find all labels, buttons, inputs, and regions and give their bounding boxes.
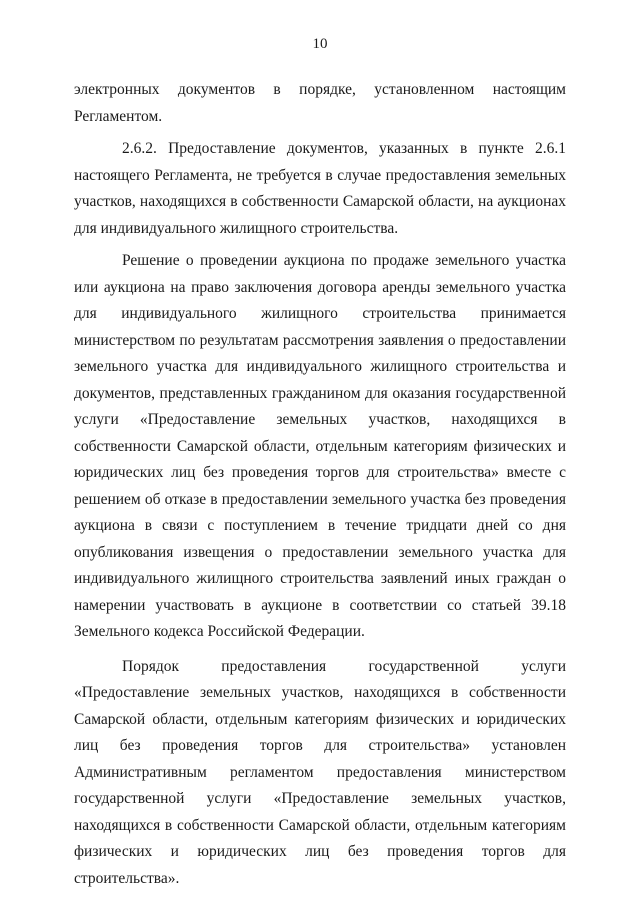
paragraph-service-procedure: Порядок предоставления государственной услуги «Предоставление земельных участков, находящихся в собственности Самарской области, отдельным категориям физических и юридических лиц без проведения торгов для строительства» установлен Административным регламентом предоставления министерством государственной услуги «Предоставление земельных участков, находящихся в собственности Самарской области, отдельным категориям физических и юридических лиц без проведения торгов для строительства». [74, 657, 566, 887]
paragraph-2-6-2: 2.6.2. Предоставление документов, указанных в пункте 2.6.1 настоящего Регламента, не требуется в случае предоставления земельных участков, находящихся в собственности Самарской области, на аукционах для индивидуального жилищного строительства. [74, 140, 566, 237]
document-body [74, 77, 566, 892]
paragraph-continuation: электронных документов в порядке, установленном настоящим Регламентом. [74, 81, 566, 125]
page-number: 10 [312, 36, 328, 52]
paragraph-auction-decision: Решение о проведении аукциона по продаже земельного участка или аукциона на право заключения договора аренды земельного участка для индивидуального жилищного строительства принимается министерством по результатам рассмотрения заявления о предоставлении земельного участка для индивидуального жилищного строительства и документов, представленных гражданином для оказания государственной услуги «Предоставление земельных участков, находящихся в собственности Самарской области, отдельным категориям физических и юридических лиц без проведения торгов для строительства» вместе с решением об отказе в предоставлении земельного участка без проведения аукциона в связи с поступлением в течение тридцати дней со дня опубликования извещения о предоставлении земельного участка для индивидуального жилищного строительства заявлений иных граждан о намерении участвовать в аукционе в соответствии со статьей 39.18 Земельного кодекса Российской Федерации. [74, 252, 566, 640]
